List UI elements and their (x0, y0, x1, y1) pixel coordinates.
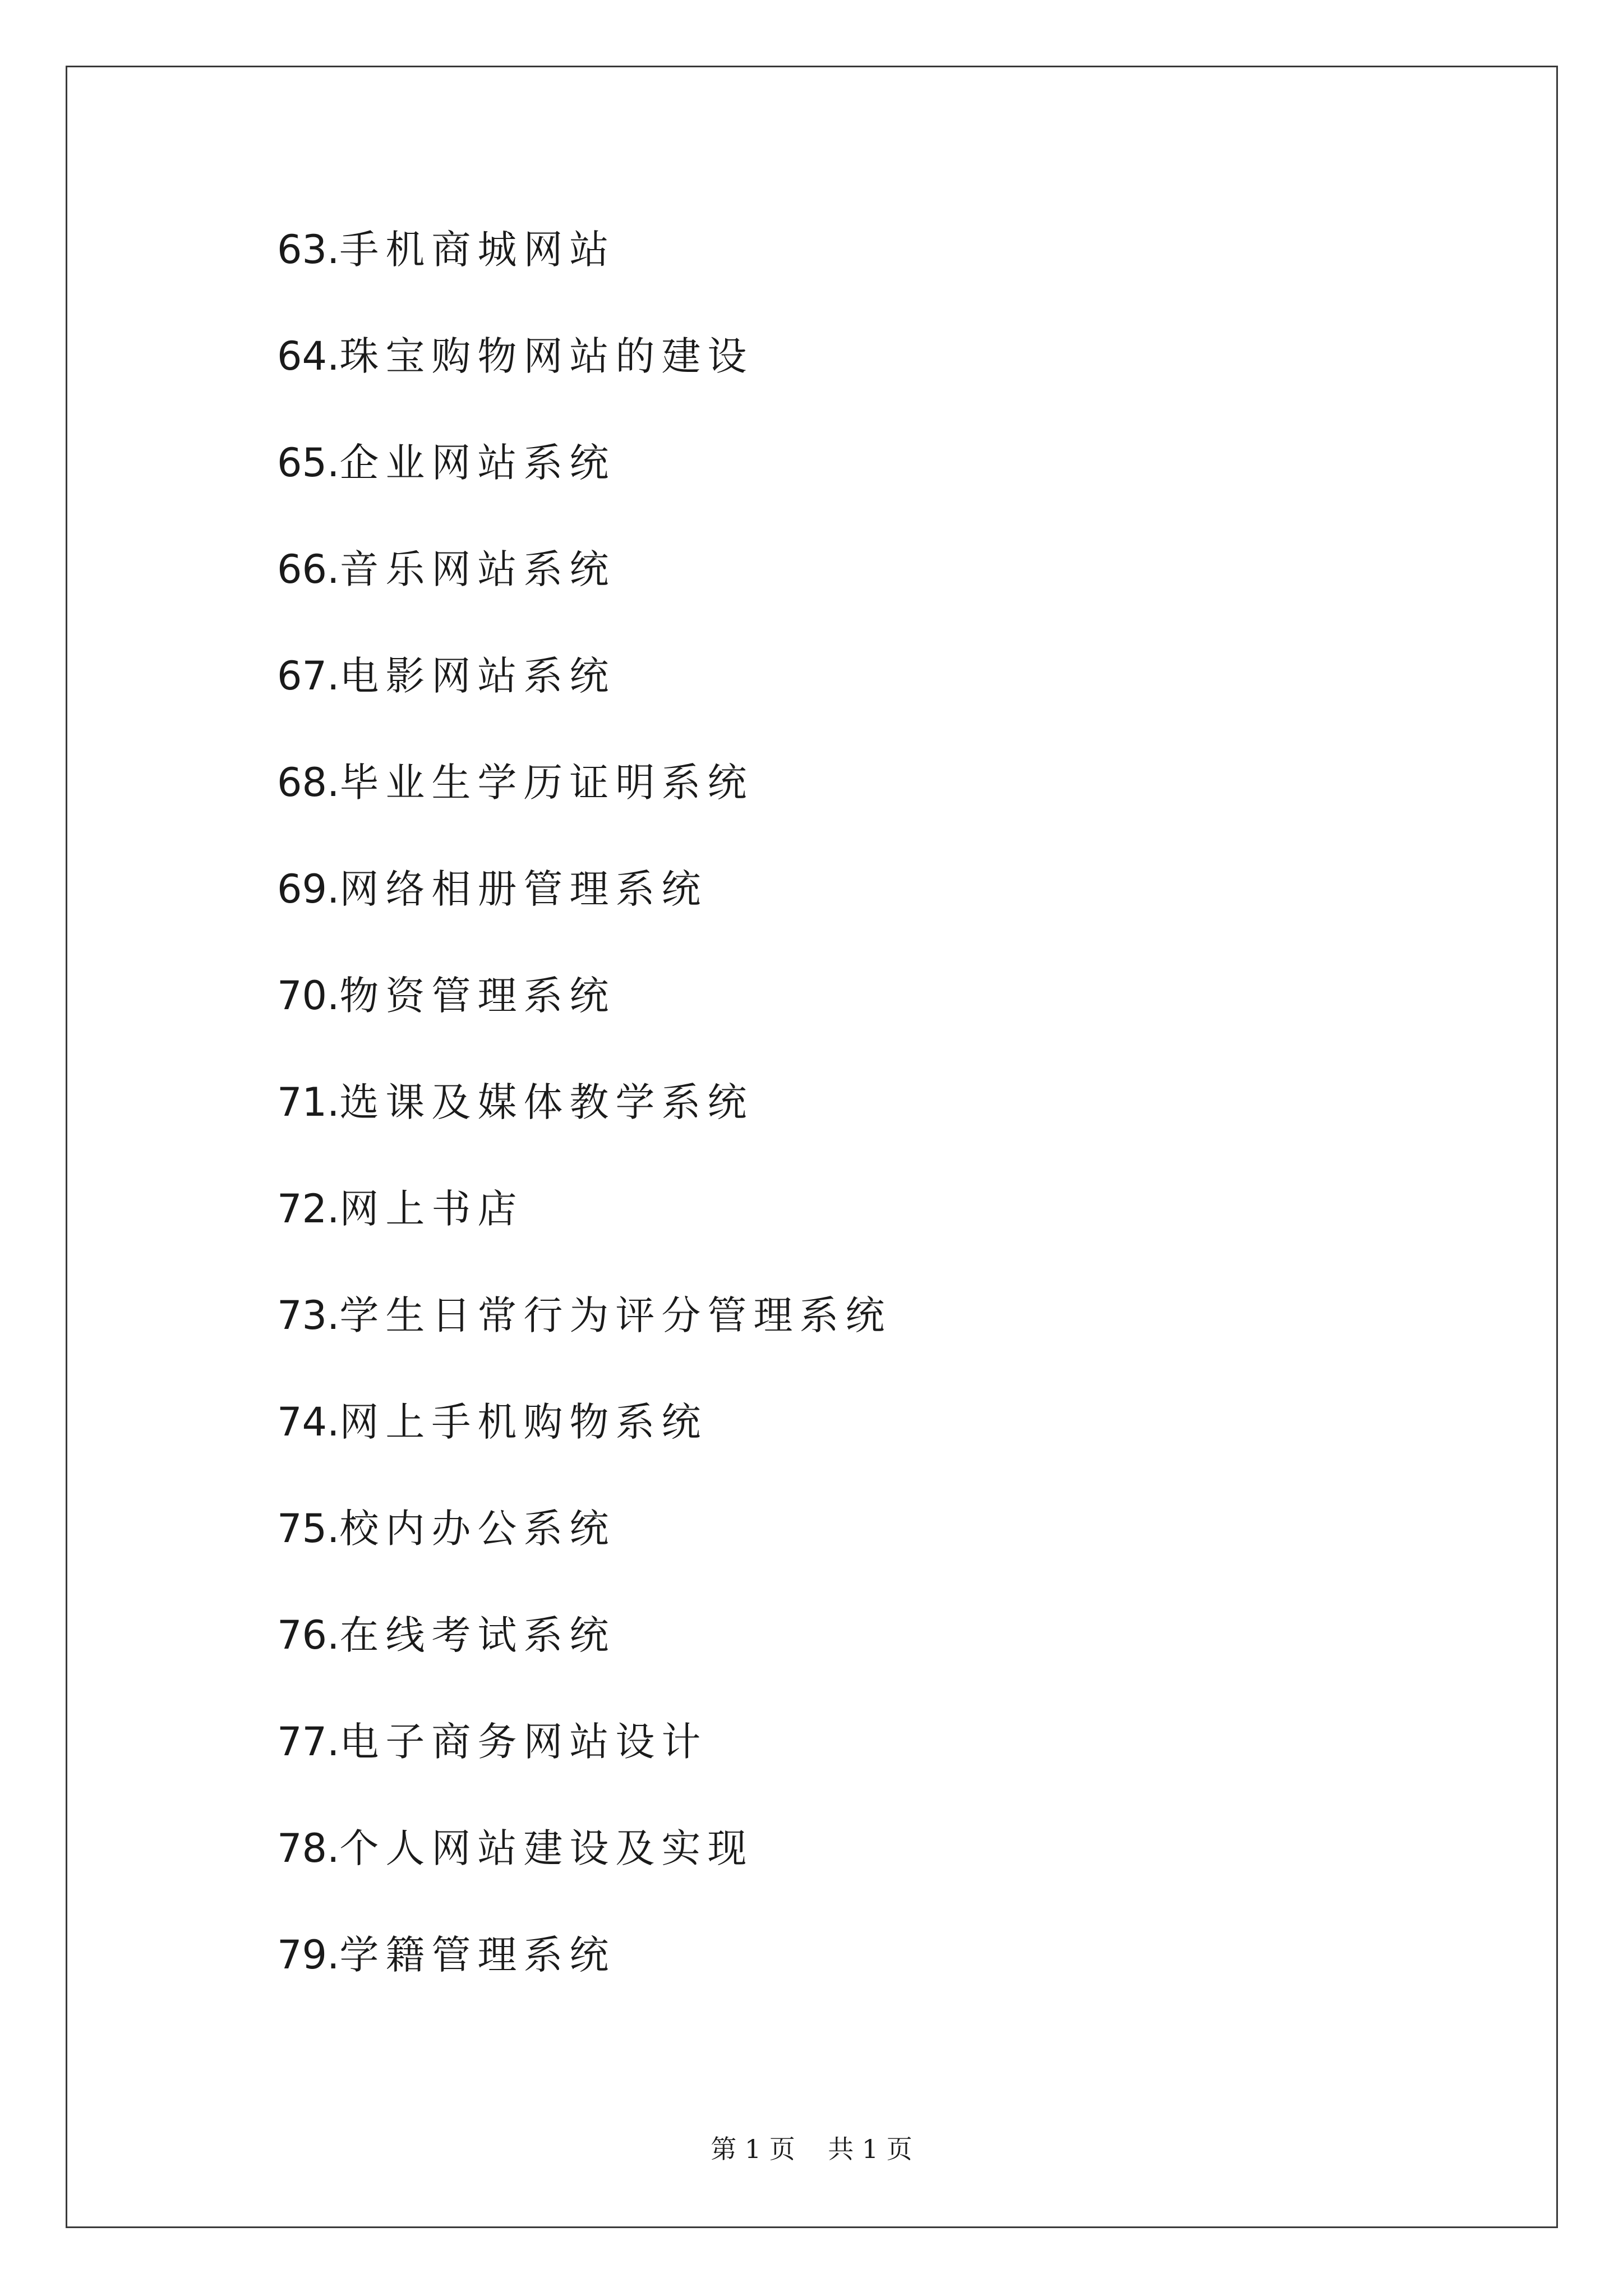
list-item (277, 216, 891, 323)
item-text: 选课及媒体教学系统 (339, 1079, 754, 1125)
item-text: 音乐网站系统 (339, 546, 616, 592)
item-number: 71. (277, 1079, 340, 1125)
list-item (277, 1495, 891, 1602)
item-text: 网上手机购物系统 (339, 1399, 708, 1445)
item-text: 电子商务网站设计 (339, 1719, 708, 1765)
list-item (277, 642, 891, 749)
list-item (277, 1602, 891, 1708)
list-item (277, 536, 891, 642)
item-number: 67. (277, 653, 340, 699)
item-text: 物资管理系统 (339, 973, 616, 1019)
item-number: 64. (277, 333, 340, 379)
item-text: 网络相册管理系统 (339, 866, 708, 912)
item-text: 校内办公系统 (339, 1506, 616, 1552)
item-number: 68. (277, 760, 340, 806)
item-number: 73. (277, 1292, 340, 1338)
item-number: 70. (277, 973, 340, 1019)
item-number: 77. (277, 1719, 340, 1765)
list-item (277, 1069, 891, 1175)
list-item (277, 1388, 891, 1495)
item-text: 学籍管理系统 (339, 1932, 616, 1978)
list-item (277, 749, 891, 855)
list-item (277, 323, 891, 429)
topic-list (277, 216, 891, 2028)
list-item (277, 1175, 891, 1282)
page-footer: 第 1 页 共 1 页 (711, 2134, 912, 2164)
item-number: 79. (277, 1932, 340, 1978)
item-text: 个人网站建设及实现 (339, 1825, 754, 1871)
item-text: 珠宝购物网站的建设 (339, 333, 754, 379)
list-item (277, 429, 891, 536)
item-number: 78. (277, 1825, 340, 1871)
item-text: 在线考试系统 (339, 1612, 616, 1658)
list-item (277, 1708, 891, 1815)
list-item (277, 962, 891, 1069)
item-text: 电影网站系统 (339, 653, 616, 699)
item-text: 网上书店 (339, 1186, 524, 1232)
item-number: 69. (277, 866, 340, 912)
item-text: 毕业生学历证明系统 (339, 760, 754, 806)
item-number: 66. (277, 546, 340, 592)
item-text: 企业网站系统 (339, 440, 616, 486)
item-text: 学生日常行为评分管理系统 (339, 1292, 892, 1338)
item-number: 63. (277, 227, 340, 273)
item-number: 65. (277, 440, 340, 486)
list-item (277, 1282, 891, 1388)
list-item (277, 1921, 891, 2028)
item-text: 手机商城网站 (339, 227, 616, 273)
item-number: 76. (277, 1612, 340, 1658)
list-item (277, 1815, 891, 1921)
list-item (277, 855, 891, 962)
item-number: 74. (277, 1399, 340, 1445)
item-number: 75. (277, 1506, 340, 1552)
item-number: 72. (277, 1186, 340, 1232)
